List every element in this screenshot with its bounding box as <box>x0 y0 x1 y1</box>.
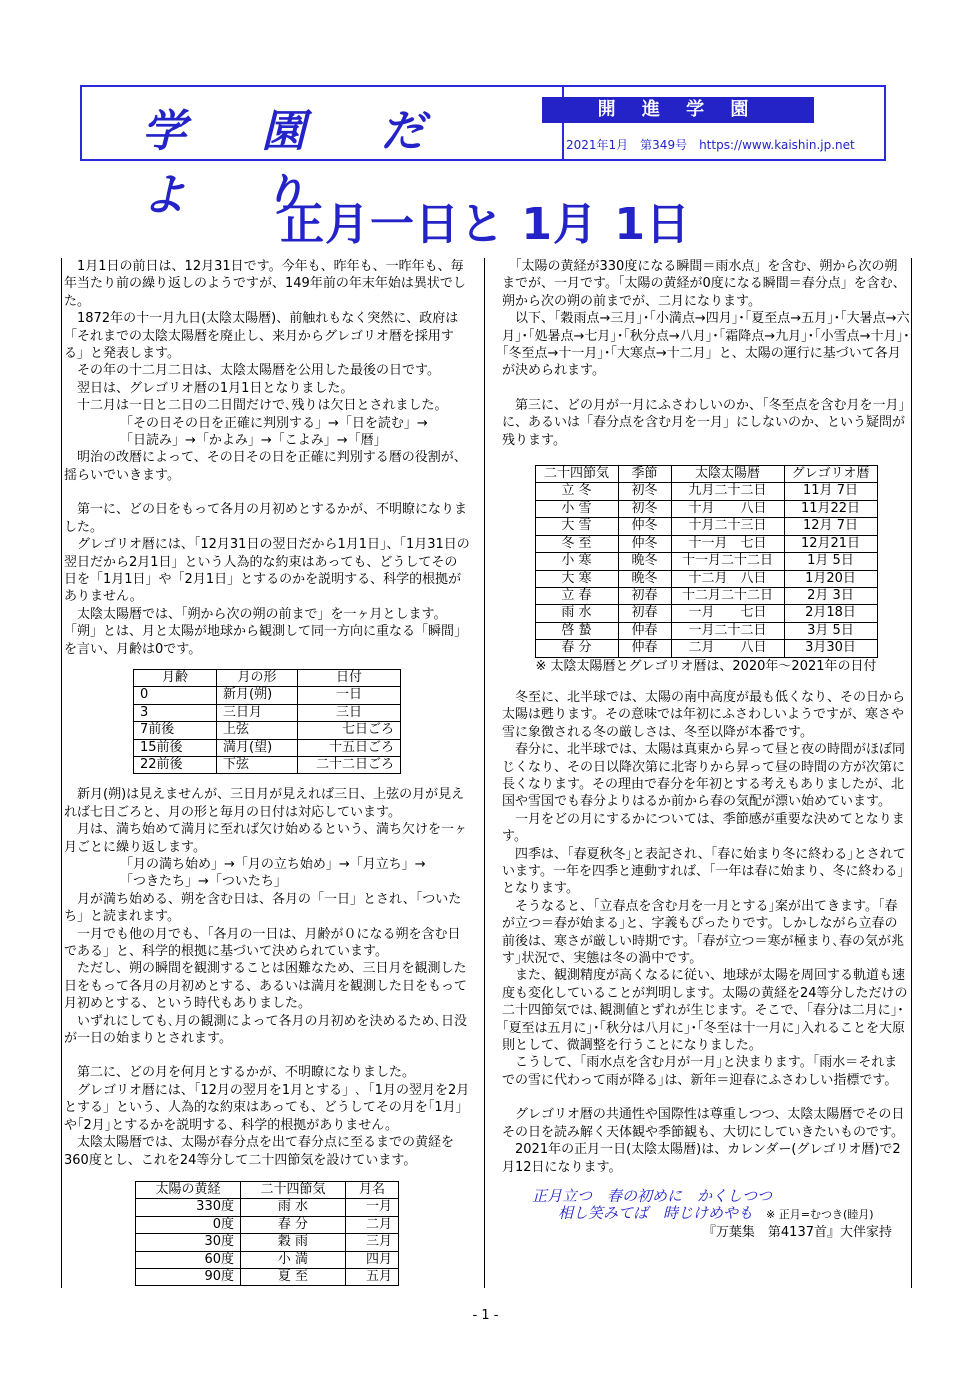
etymology-line: 「その日その日を正確に判別する」→「日を読む」→ <box>120 415 428 431</box>
column-rule-left <box>61 258 62 1288</box>
paragraph: 春分に、北半球では、太陽は真東から昇って昼と夜の時間がほぼ同じくなり、その日以降次第に北寄りから昇って昼の時間の方が次第に長くなります。その理由で春分を年初とする考えもありましたが、北国や雪国でも春分よりはるか前から春の気配が漂い始めています。 <box>502 742 906 810</box>
paragraph: 太陰太陽暦では、「朔から次の朔の前まで」を一ヶ月とします。「朔」とは、月と太陽が地球から観測して同一方向に重なる「瞬間」を言い、月齢は0です。 <box>64 606 468 657</box>
paragraph: 「太陽の黄経が330度になる瞬間＝雨水点」を含む、朔から次の朔までが、一月です。「太陽の黄経が0度になる瞬間＝春分点」を含む、朔から次の朔の前までが、二月になります。 <box>502 259 906 309</box>
table-row: 立 春 初春 十二月二十二日 2月 3日 <box>535 587 877 604</box>
paragraph: その年の十二月二日は、太陰太陽暦を公用した最後の日です。 <box>64 363 440 379</box>
table-row: 3 三日月 三日 <box>134 704 401 721</box>
paragraph: こうして、｢雨水点を含む月が一月｣と決まります。｢雨水＝それまでの雪に代わって雨が降る｣は、新年＝迎春にふさわしい指標です。 <box>502 1055 898 1088</box>
etymology-line: 「つきたち」→「ついたち」 <box>120 874 287 890</box>
table-header: 月齢 <box>134 669 217 686</box>
moon-phase-table <box>133 669 401 774</box>
paragraph: そうなると、｢立春点を含む月を一月とする｣案が出てきます。｢春が立つ＝春が始まる｣と、字義もぴったりです。しかしながら立春の前後は、寒さが厳しい時期です。｢春が立つ＝寒が極まり､春の気が兆す｣状況で、実態は冬の渦中です。 <box>502 898 904 967</box>
paragraph: また、観測精度が高くなるに従い、地球が太陽を周回する軌道も速度も変化していることが判明します。太陽の黄経を24等分しただけの二十四節気では､観測値とずれが生じます。そこで、｢春分は二月に｣･｢夏至は五月に｣･｢秋分は八月に｣･｢冬至は十一月に｣入れることを大原則として、微調整を行うことになりました。 <box>502 968 908 1054</box>
paragraph: グレゴリオ暦には、「12月の翌月を1月とする」､「1月の翌月を2月とする」という、人為的な約束はあっても、どうしてその月を｢1月｣や｢2月｣とするかを説明する、科学的根拠がありません。 <box>64 1082 470 1133</box>
headline: 正月一日と 1月 1日 <box>280 199 691 250</box>
table-row: 立 冬 初冬 九月二十二日 11月 7日 <box>535 483 877 500</box>
paragraph: 月が満ち始める、朔を含む日は、各月の「一日」とされ、「ついたち」と読まれます。 <box>64 891 462 925</box>
poem-source: 『万葉集 第4137首』大伴家持 <box>702 1224 892 1240</box>
table-header: 季節 <box>618 466 671 483</box>
paragraph: 一月をどの月にするかについては、季節感が重要な決めてとなります。 <box>502 811 905 845</box>
table-row: 小 寒 晩冬 十一月二十二日 1月 5日 <box>535 553 877 570</box>
paragraph: 1月1日の前日は、12月31日です。今年も、昨年も、一昨年も、毎年当たり前の繰り返しのようですが、149年前の年末年始は異状でした。 <box>64 259 466 309</box>
paragraph: 翌日は、グレゴリオ暦の1月1日となりました。 <box>64 380 354 396</box>
table-row: 30度 穀 雨 三月 <box>136 1234 399 1251</box>
table-header: 月名 <box>346 1181 399 1198</box>
table-row: 15前後 満月(望) 十五日ごろ <box>134 739 401 756</box>
solar-longitude-table <box>135 1181 399 1286</box>
table-row: 22前後 下弦 二十二日ごろ <box>134 756 401 773</box>
paragraph: グレゴリオ暦には、「12月31日の翌日だから1月1日」、「1月31日の翌日だから2月1日」という人為的な約束はあっても、どうしてその日を「1月1日」や「2月1日」とするのかを説明する、科学的根拠がありません。 <box>64 537 470 605</box>
paragraph: 2021年の正月一日(太陰太陽暦)は、カレンダー(グレゴリオ暦)で2月12日になります。 <box>502 1142 901 1175</box>
table-note: ※ 太陰太陽暦とグレゴリオ暦は、2020年～2021年の日付 <box>535 658 877 674</box>
paragraph: 月は、満ち始めて満月に至れば欠け始めるという、満ち欠けを一ヶ月ごとに繰り返します。 <box>64 822 468 855</box>
table-header: 日付 <box>298 669 401 686</box>
poem-line-1: 正月立つ 春の初めに かくしつつ <box>532 1186 773 1205</box>
table-header: 太陽の黄経 <box>136 1181 241 1198</box>
newsletter-title: 学 園 だ よ り <box>142 106 455 221</box>
poem-note: ※ 正月=むつき(睦月) <box>766 1208 874 1222</box>
column-left <box>64 258 470 1286</box>
table-row: 小 雪 初冬 十月 八日 11月22日 <box>535 500 877 517</box>
paragraph: 一月でも他の月でも、「各月の一日は、月齢が０になる朔を含む日である」と、科学的根拠に基づいて決められています。 <box>64 926 461 960</box>
table-row: 啓 蟄 仲春 一月二十二日 3月 5日 <box>535 622 877 639</box>
poem-line-2: 相し笑みてば 時じけめやも <box>558 1204 754 1223</box>
table-header: 二十四節気 <box>241 1181 346 1198</box>
etymology-line: 「日読み」→「かよみ」→「こよみ」→「暦」 <box>120 433 387 449</box>
paragraph: 冬至に、北半球では、太陽の南中高度が最も低くなり、その日から太陽は甦ります。その意味では年初にふさわしいようですが、寒さや雪に象徴される冬の厳しさは、冬至以降が本番です。 <box>502 689 906 740</box>
paragraph: 新月(朔)は見えませんが、三日月が見えれば三日、上弦の月が見えれば七日ごろと、月の形と毎月の日付は対応しています。 <box>64 787 465 820</box>
solar-terms-table <box>535 465 878 657</box>
table-row: 大 雪 仲冬 十月二十三日 12月 7日 <box>535 518 877 535</box>
column-rule-middle <box>484 258 485 1288</box>
school-name: 開 進 学 園 <box>542 97 814 123</box>
table-header: グレゴリオ暦 <box>784 466 877 483</box>
paragraph: グレゴリオ暦の共通性や国際性は尊重しつつ、太陰太陽暦でその日その日を読み解く天体観や季節観も、大切にしていきたいものです。 <box>502 1107 905 1140</box>
table-header: 太陰太陽暦 <box>671 466 784 483</box>
paragraph: 以下、「穀雨点→三月｣･｢小満点→四月｣･｢夏至点→五月｣･｢大暑点→六月｣･｢処暑点→七月｣･｢秋分点→八月｣･｢霜降点→九月｣･｢小雪点→十月｣･｢冬至点→十一月｣･｢大寒点→十二月」と、太陽の運行に基づいて各月が決められます。 <box>502 311 910 379</box>
page-number: - 1 - <box>472 1308 499 1323</box>
column-right <box>502 258 910 1241</box>
table-row: 0 新月(朔) 一日 <box>134 687 401 704</box>
table-header: 二十四節気 <box>535 466 618 483</box>
table-row: 60度 小 満 四月 <box>136 1251 399 1268</box>
table-row: 冬 至 仲冬 十一月 七日 12月21日 <box>535 535 877 552</box>
etymology-line: 「月の満ち始め」→「月の立ち始め」→「月立ち」→ <box>120 857 426 872</box>
paragraph: 第一に、どの日をもって各月の月初めとするかが、不明瞭になりました。 <box>64 502 468 535</box>
table-row: 雨 水 初春 一月 七日 2月18日 <box>535 605 877 622</box>
table-row: 大 寒 晩冬 十二月 八日 1月20日 <box>535 570 877 587</box>
paragraph: 1872年の十一月九日(太陰太陽暦)、前触れもなく突然に、政府は「それまでの太陰太陽暦を廃止し、来月からグレゴリオ暦を採用する」と発表します。 <box>64 311 459 362</box>
column-rule-right <box>911 258 912 1288</box>
table-row: 330度 雨 水 一月 <box>136 1199 399 1216</box>
paragraph: 四季は、｢春夏秋冬｣と表記され、｢春に始まり冬に終わる｣とされています。一年を四季と連動すれば、｢一年は春に始まり、冬に終わる｣となります。 <box>502 846 906 897</box>
paragraph: ただし、朔の瞬間を観測することは困難なため、三日月を観測した日をもって各月の月初めとする、あるいは満月を観測した日をもって月初めとする、という時代もありました。 <box>64 961 468 1012</box>
paragraph: 十二月は一日と二日の二日間だけで､残りは欠日とされました。 <box>64 398 448 414</box>
paragraph: いずれにしても､月の観測によって各月の月初めを決めるため､日没が一日の始まりとされます。 <box>64 1013 468 1047</box>
table-header: 月の形 <box>217 669 298 686</box>
paragraph: 太陰太陽暦では、太陽が春分点を出て春分点に至るまでの黄経を360度とし、これを24等分して二十四節気を設けています。 <box>64 1135 455 1168</box>
issue-info: 2021年1月 第349号 https://www.kaishin.jp.net <box>566 138 855 152</box>
paragraph: 第二に、どの月を何月とするかが、不明瞭になりました。 <box>64 1065 416 1081</box>
table-row: 0度 春 分 二月 <box>136 1216 399 1233</box>
paragraph: 明治の改暦によって、その日その日を正確に判別する暦の役割が、揺らいでいきます。 <box>64 450 467 483</box>
table-row: 90度 夏 至 五月 <box>136 1268 399 1285</box>
table-row: 7前後 上弦 七日ごろ <box>134 722 401 739</box>
paragraph: 第三に、どの月が一月にふさわしいのか、「冬至点を含む月を一月」に、あるいは「春分点を含む月を一月」にしないのか、という疑問が残ります。 <box>502 397 906 448</box>
table-row: 春 分 仲春 二月 八日 3月30日 <box>535 640 877 657</box>
masthead-title-box <box>82 87 564 221</box>
